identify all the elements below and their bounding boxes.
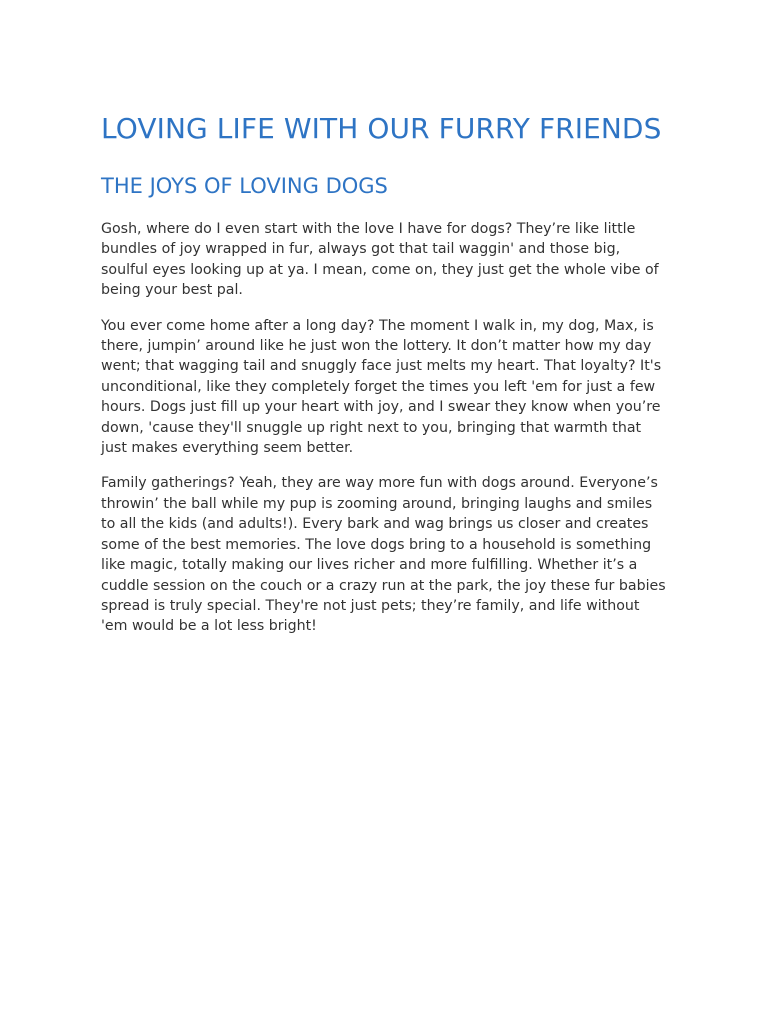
body-paragraph: You ever come home after a long day? The moment I walk in, my dog, Max, is there, jumpin’ around like he just won the lottery. It don’t matter how my day went; that wagging tail and snuggly face just melts my heart. That loyalty? It's unconditional, like they completely forget the times you left 'em for just a few hours. Dogs just fill up your heart with joy, and I swear they know when you’re down, 'cause they'll snuggle up right next to you, bringing that warmth that just makes everything seem better. — [101, 317, 662, 457]
document-title: LOVING LIFE WITH OUR FURRY FRIENDS — [101, 112, 662, 145]
document-page — [101, 108, 669, 637]
body-paragraph: Family gatherings? Yeah, they are way more fun with dogs around. Everyone’s throwin’ the ball while my pup is zooming around, bringing laughs and smiles to all the kids (and adults!). Every bark and wag brings us closer and creates some of the best memories. The love dogs bring to a household is something like magic, totally making our lives richer and more fulfilling. Whether it’s a cuddle session on the couch or a crazy run at the park, the joy these fur babies spread is truly special. They're not just pets; they’re family, and life without 'em would be a lot less bright! — [101, 475, 666, 635]
body-paragraph: Gosh, where do I even start with the love I have for dogs? They’re like little bundles of joy wrapped in fur, always got that tail waggin' and those big, soulful eyes looking up at ya. I mean, come on, they just get the whole vibe of being your best pal. — [101, 221, 659, 299]
section-heading: THE JOYS OF LOVING DOGS — [101, 174, 388, 198]
